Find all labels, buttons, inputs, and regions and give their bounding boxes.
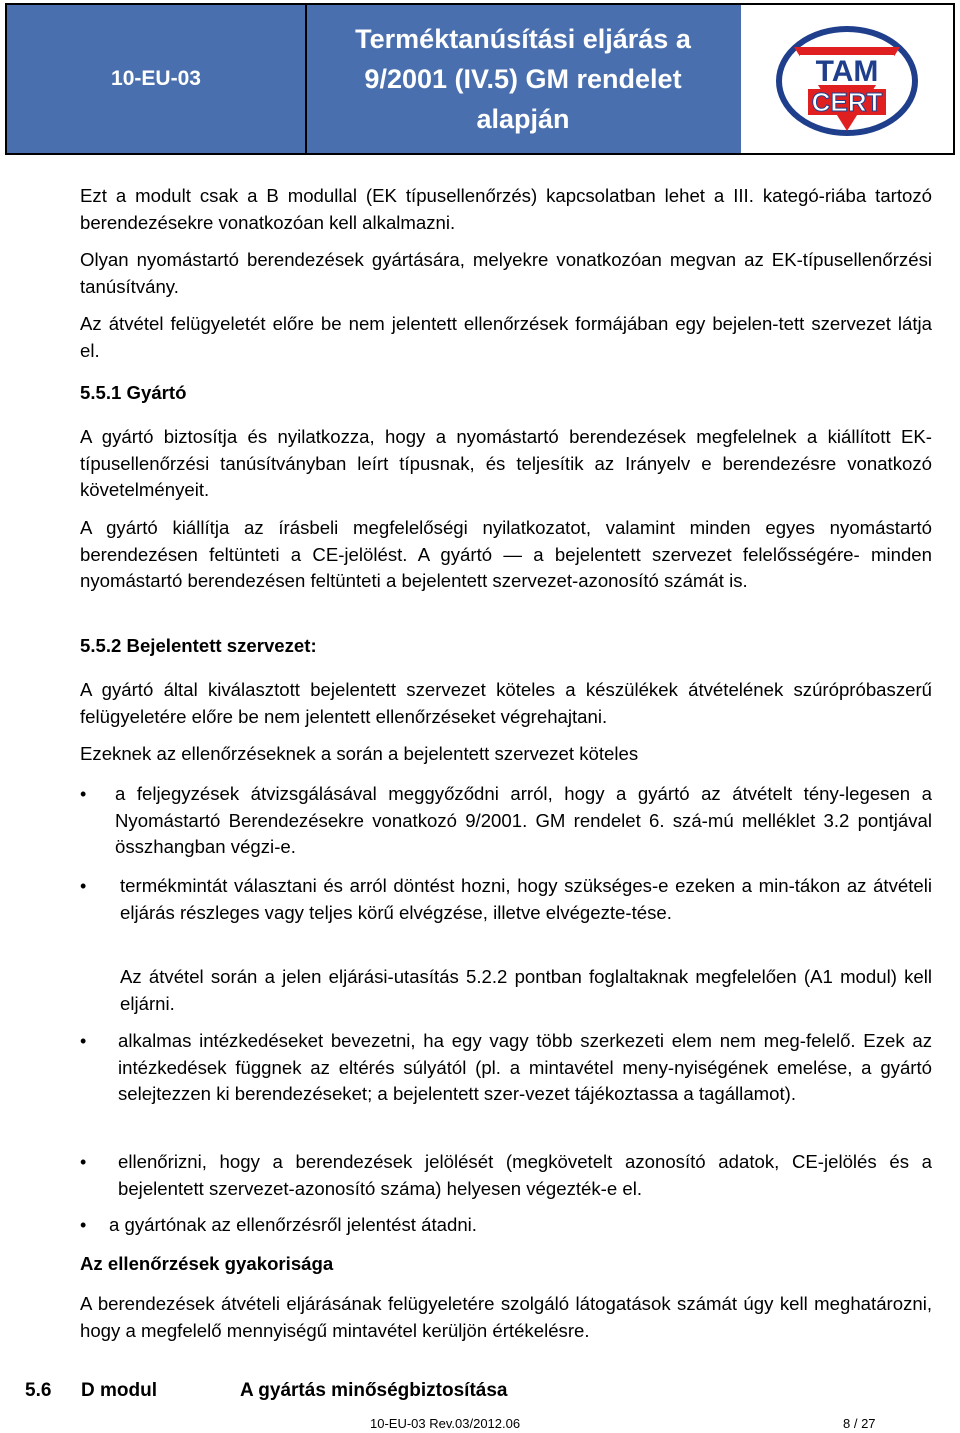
bullet-marker: • xyxy=(80,1152,87,1172)
tam-cert-logo xyxy=(772,19,922,139)
header-table xyxy=(5,3,955,155)
doc-title-line-2: 9/2001 (IV.5) GM rendelet xyxy=(364,64,682,94)
page-header xyxy=(5,3,955,155)
heading-frequency: Az ellenőrzések gyakorisága xyxy=(80,1253,334,1274)
bullet-marker: • xyxy=(80,876,87,896)
heading-5-6-number: 5.6 xyxy=(25,1380,52,1401)
doc-title-line-3: alapján xyxy=(476,104,570,134)
paragraph-intro-1: Ezt a modult csak a B modullal (EK típusellenőrzés) kapcsolatban lehet a III. kategó-riába tartozó berendezésekre vonatkozóan kell alkalmazni. xyxy=(80,185,932,233)
footer-page-number: 8 / 27 xyxy=(843,1416,876,1431)
doc-title-line-1: Terméktanúsítási eljárás a xyxy=(355,24,691,54)
paragraph-notified-body: A gyártó által kiválasztott bejelentett szervezet köteles a készülékek átvételének szúrópróbaszerű felügyeletére előre be nem jelentett ellenőrzéseket végrehajtani. xyxy=(80,679,932,727)
header-doc-code-cell xyxy=(7,5,307,153)
logo-text-bottom: CERT xyxy=(811,87,883,117)
paragraph-manufacturer-2: A gyártó kiállítja az írásbeli megfelelőségi nyilatkozatot, valamint minden egyes nyomástartó berendezésen feltünteti a CE-jelölést. A gyártó — a bejelentett szervezet felelősségére- minden nyomástartó berendezésen feltünteti a bejelentett szervezet-azonosító számát is. xyxy=(80,517,932,591)
heading-5-6-module: D modul xyxy=(81,1380,157,1401)
bullet-marker: • xyxy=(80,1031,87,1051)
list-item-marking: ellenőrizni, hogy a berendezések jelölését (megkövetelt azonosító adatok, CE-jelölés és a bejelentett szervezet-azonosító száma) helyesen végezték-e el. xyxy=(118,1151,932,1199)
doc-code: 10-EU-03 xyxy=(111,67,201,90)
footer-revision: 10-EU-03 Rev.03/2012.06 xyxy=(370,1416,521,1431)
logo-text-top: TAM xyxy=(815,55,879,88)
list-item-measures: alkalmas intézkedéseket bevezetni, ha egy vagy több szerkezeti elem nem meg-felelő. Ezek az intézkedések függnek az eltérés súlyától (pl. a mintavétel meny-nyiségének emelése, a gyártó selejtezzen ki berendezéseket; a bejelentett szer-vezet tájékoztassa a tagállamot). xyxy=(118,1030,932,1104)
paragraph-checks-intro: Ezeknek az ellenőrzéseknek a során a bejelentett szervezet köteles xyxy=(80,743,639,764)
list-item-samples: termékmintát választani és arról döntést hozni, hogy szükséges-e ezeken a min-tákon az átvételi eljárás részleges vagy teljes körű elvégzése, illetve elvégezte-tése. xyxy=(120,875,932,923)
heading-5-5-2: 5.5.2 Bejelentett szervezet: xyxy=(80,635,317,656)
heading-5-5-1: 5.5.1 Gyártó xyxy=(80,382,187,403)
paragraph-intro-2: Olyan nyomástartó berendezések gyártására, melyekre vonatkozóan megvan az EK-típusellenőrzési tanúsítvány. xyxy=(80,249,932,297)
list-item-records: a feljegyzések átvizsgálásával meggyőződni arról, hogy a gyártó az átvételt tény-legesen a Nyomástartó Berendezésekre vonatkozó 9/2001. GM rendelet 6. szá-mú melléklet 3.2 pontjával összhangban végzi-e. xyxy=(115,783,932,857)
bullet-marker: • xyxy=(80,784,87,804)
heading-5-6-title: A gyártás minőségbiztosítása xyxy=(240,1380,508,1401)
list-sub-note: Az átvétel során a jelen eljárási-utasítás 5.2.2 pontban foglaltaknak megfelelően (A1 modul) kell eljárni. xyxy=(120,966,932,1014)
bullet-marker: • xyxy=(80,1215,87,1235)
paragraph-intro-3: Az átvétel felügyeletét előre be nem jelentett ellenőrzések formájában egy bejelen-tett szervezet látja el. xyxy=(80,313,932,361)
paragraph-manufacturer-1: A gyártó biztosítja és nyilatkozza, hogy a nyomástartó berendezések megfelelnek a kiállított EK-típusellenőrzési tanúsítványban leírt típusnak, és teljesítik az Irányelv e berendezésre vonatkozó követelményeit. xyxy=(80,426,932,500)
paragraph-frequency: A berendezések átvételi eljárásának felügyeletére szolgáló látogatások számát úgy kell meghatározni, hogy a megfelelő mennyiségű mintavétel kerüljön értékelésre. xyxy=(80,1293,932,1341)
list-item-report: a gyártónak az ellenőrzésről jelentést átadni. xyxy=(109,1214,477,1235)
header-logo-cell xyxy=(741,5,953,153)
header-title-cell xyxy=(305,5,743,153)
